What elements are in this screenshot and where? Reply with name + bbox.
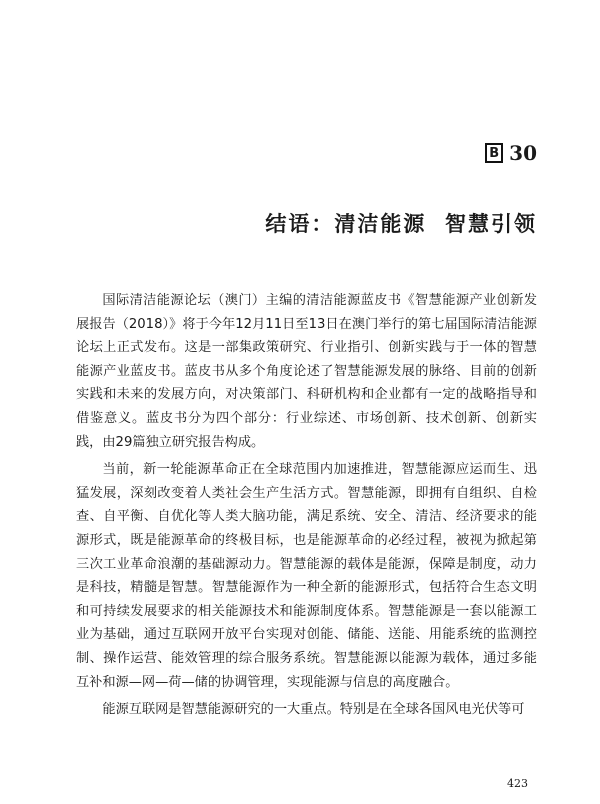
chapter-number-text: 30: [509, 141, 537, 165]
page-number: 423: [507, 777, 528, 790]
paragraph: 能源互联网是智慧能源研究的一大重点。特别是在全球各国风电光伏等可: [102, 702, 525, 718]
paragraph: 当前，新一轮能源革命正在全球范围内加速推进，智慧能源应运而生、迅猛发展，深刻改变着人类社会生产生活方式。智慧能源，即拥有自组织、自检查、自平衡、自优化等人类大脑功能，满足系统、安全、清洁、经济要求的能源形式，既是能源革命的终极目标，也是能源革命的必经过程，被视为掀起第三次工业革命浪潮的基础源动力。智慧能源的载体是能源，保障是制度，动力是科技，精髓是智慧。智慧能源作为一种全新的能源形式，包括符合生态文明和可持续发展要求的相关能源技术和能源制度体系。智慧能源是一套以能源工业为基础，通过互联网开放平台实现对创能、储能、送能、用能系统的监测控制、操作运营、能效管理的综合服务系统。智慧能源以能源为载体，通过多能互补和源—网—荷—储的协调管理，实现能源与信息的高度融合。: [76, 462, 537, 690]
chapter-mark-icon: B: [485, 143, 503, 163]
body-text: [76, 289, 537, 726]
chapter-number: [485, 143, 537, 163]
chapter-title: 结语：清洁能源 智慧引领: [265, 212, 537, 236]
paragraph: 国际清洁能源论坛（澳门）主编的清洁能源蓝皮书《智慧能源产业创新发展报告（2018）》将于今年12月11日至13日在澳门举行的第七届国际清洁能源论坛上正式发布。这是一部集政策研究、行业指引、创新实践与于一体的智慧能源产业蓝皮书。蓝皮书从多个角度论述了智慧能源发展的脉络、目前的创新实践和未来的发展方向，对决策部门、科研机构和企业都有一定的战略指导和借鉴意义。蓝皮书分为四个部分：行业综述、市场创新、技术创新、创新实践，由29篇独立研究报告构成。: [76, 293, 537, 450]
